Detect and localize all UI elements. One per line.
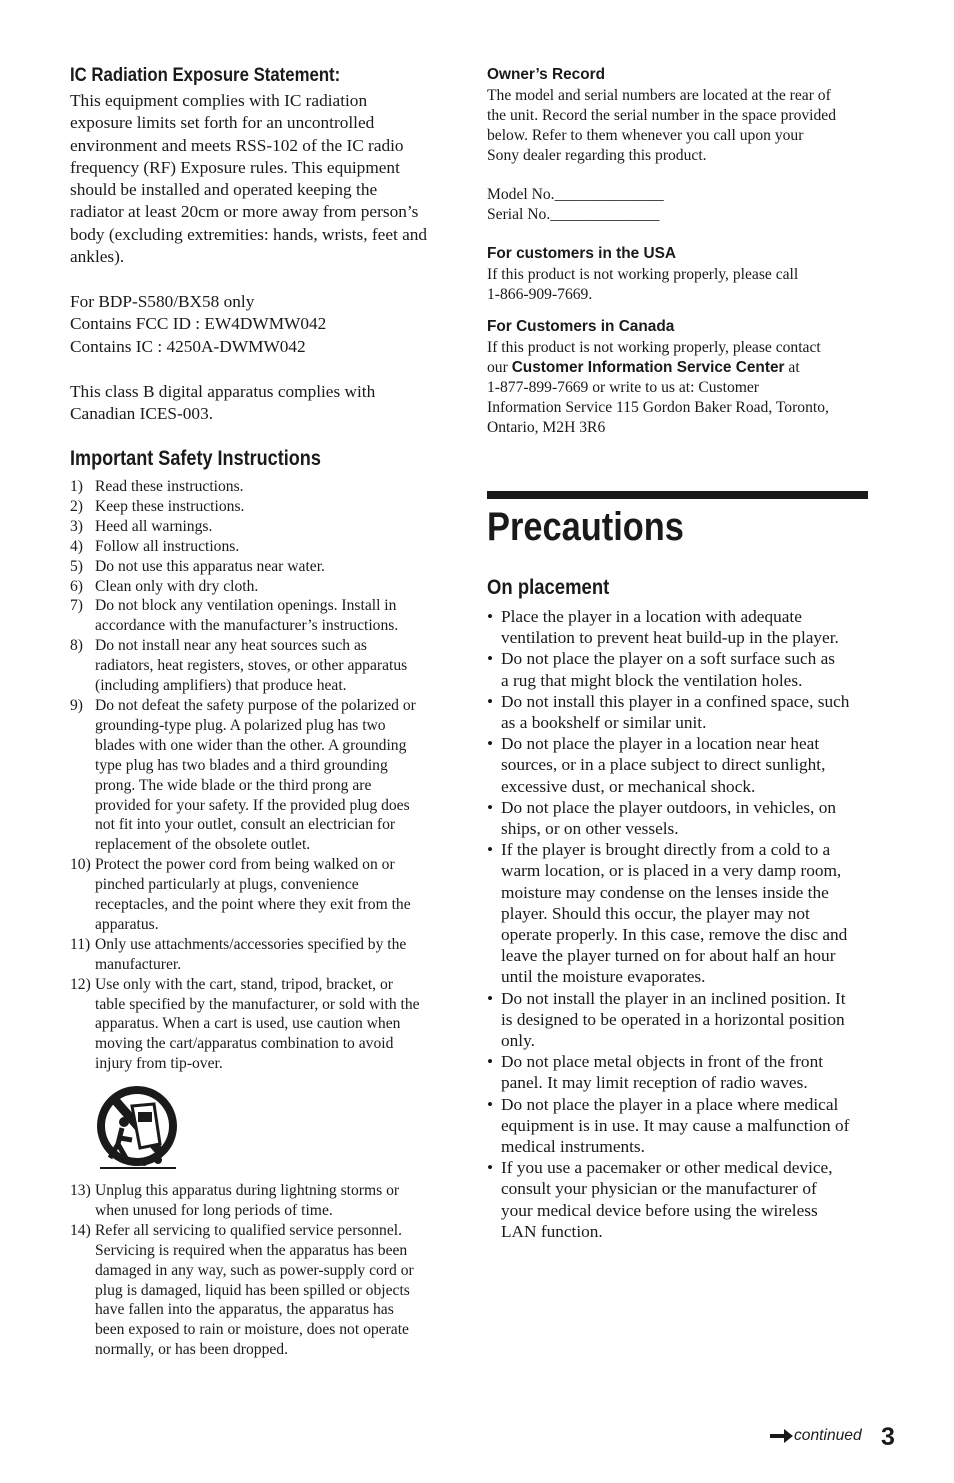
bullet-icon: • (487, 1094, 494, 1114)
list-item-line: have fallen into the apparatus, the apparatus has (95, 1301, 394, 1319)
fcc-line: Contains FCC ID : EW4DWMW042 (70, 314, 327, 334)
cart-warning-icon (94, 1082, 184, 1174)
list-item-line: Read these instructions. (95, 478, 244, 495)
list-item-line: Unplug this apparatus during lightning storms or (95, 1182, 400, 1199)
ic-line: ankles). (70, 247, 125, 267)
list-item (70, 537, 450, 557)
bullet-icon: • (487, 1052, 494, 1072)
list-item-line: provided for your safety. If the provided plug does (95, 796, 410, 814)
canada-address-line: Ontario, M2H 3R6 (487, 418, 606, 436)
list-item-line: Refer all servicing to qualified service personnel. (95, 1221, 402, 1239)
owners-record-heading: Owner’s Record (487, 66, 606, 83)
section-rule (487, 491, 868, 499)
list-item-number: 8) (70, 637, 83, 655)
ic-line: This equipment complies with IC radiation (70, 91, 368, 110)
list-item (70, 1181, 450, 1221)
canada-address-line: 1-877-899-7669 or write to us at: Customer (487, 378, 759, 396)
list-item-line: moisture may condense on the lenses inside the (501, 882, 829, 902)
list-item-line: plug is damaged, liquid has been spilled or objects (95, 1281, 410, 1299)
usa-text (487, 265, 877, 305)
list-item-line: warm location, or is placed in a very damp room, (501, 861, 842, 881)
safety-heading: Important Safety Instructions (70, 447, 321, 470)
list-item (487, 648, 869, 690)
list-item-line: injury from tip-over. (95, 1055, 223, 1073)
list-item-line: type plug has two blades and a third grounding (95, 756, 388, 774)
canada-text (487, 338, 877, 438)
list-item-line: as a bookshelf or similar unit. (501, 713, 707, 733)
list-item-line: panel. It may limit reception of radio waves. (501, 1073, 808, 1093)
list-item-line: apparatus. When a cart is used, use caution when (95, 1015, 401, 1033)
list-item (70, 696, 450, 855)
list-item-line: Do not block any ventilation openings. Install in (95, 597, 397, 615)
list-item-number: 1) (70, 478, 83, 495)
list-item-line: Servicing is required when the apparatus has been (95, 1241, 408, 1259)
owners-line: Sony dealer regarding this product. (487, 146, 707, 164)
continued-label: continued (794, 1427, 862, 1444)
bullet-icon: • (487, 734, 494, 754)
model-no-line: Model No.______________ (487, 186, 664, 203)
list-item-line: blades with one wider than the other. A grounding (95, 736, 407, 754)
list-item-line: apparatus. (95, 915, 159, 933)
list-item-line: equipment is in use. It may cause a malfunction of (501, 1115, 850, 1135)
page-number: 3 (881, 1423, 895, 1451)
list-item (70, 935, 450, 975)
list-item-line: leave the player turned on for about half an hour (501, 946, 836, 966)
list-item-line: Do not place the player outdoors, in vehicles, on (501, 797, 836, 817)
owners-line: The model and serial numbers are located at the rear of (487, 87, 831, 104)
page-footer (770, 1423, 900, 1456)
ic-heading: IC Radiation Exposure Statement: (70, 64, 341, 86)
list-item-line: Do not install this player in a confined space, such (501, 691, 850, 711)
list-item-number: 5) (70, 557, 83, 575)
ic-statement (70, 90, 460, 268)
list-item-line: moving the cart/apparatus combination to avoid (95, 1035, 394, 1053)
list-item-line: accordance with the manufacturer’s instructions. (95, 617, 399, 635)
canada-address (487, 378, 877, 438)
list-item-line: Use only with the cart, stand, tripod, bracket, or (95, 975, 393, 993)
usa-heading: For customers in the USA (487, 245, 676, 262)
bullet-icon: • (487, 649, 494, 669)
list-item-line: Keep these instructions. (95, 497, 245, 515)
list-item-line: Do not defeat the safety purpose of the polarized or (95, 696, 416, 714)
list-item (487, 733, 869, 797)
list-item-number: 3) (70, 517, 83, 535)
ices-line: This class B digital apparatus complies with (70, 382, 376, 401)
list-item-line: operate properly. In this case, remove the disc and (501, 925, 848, 945)
list-item-line: prong. The wide blade or the third prong are (95, 776, 372, 794)
canada-line-2: our Customer Information Service Center at (487, 358, 800, 376)
list-item (487, 1051, 869, 1093)
list-item-line: Follow all instructions. (95, 537, 240, 555)
list-item (70, 855, 450, 935)
list-item-line: only. (501, 1031, 535, 1051)
canada-address-line: Information Service 115 Gordon Baker Road, Toronto, (487, 398, 829, 416)
list-item-line: replacement of the obsolete outlet. (95, 836, 311, 854)
list-item-line: receptacles, and the point where they exit from the (95, 896, 411, 914)
list-item-line: until the moisture evaporates. (501, 967, 706, 987)
list-item (487, 797, 869, 839)
list-item-line: damaged in any way, such as power-supply cord or (95, 1261, 414, 1279)
list-item-line: Do not place the player on a soft surface such as (501, 649, 835, 669)
list-item (487, 691, 869, 733)
list-item (70, 477, 450, 497)
list-item-line: Do not place the player in a location near heat (501, 734, 820, 754)
list-item-line: radiators, heat registers, stoves, or other apparatus (95, 657, 408, 675)
list-item-number: 9) (70, 696, 83, 714)
list-item-line: not fit into your outlet, consult an electrician for (95, 816, 396, 834)
list-item-line: Do not use this apparatus near water. (95, 557, 325, 575)
usa-line: If this product is not working properly, please call (487, 266, 799, 283)
list-item (487, 606, 869, 648)
safety-list-continued (70, 1181, 450, 1360)
list-item (70, 517, 450, 537)
arrow-right-icon (770, 1428, 794, 1449)
list-item-line: Clean only with dry cloth. (95, 577, 259, 595)
list-item-number: 2) (70, 497, 83, 515)
list-item-number: 6) (70, 577, 83, 595)
placement-list (487, 606, 869, 1242)
list-item (70, 577, 450, 597)
list-item-number: 14) (70, 1221, 91, 1239)
ic-line: frequency (RF) Exposure rules. This equipment (70, 157, 400, 177)
list-item-line: Only use attachments/accessories specified by the (95, 935, 407, 953)
serial-no-line: Serial No.______________ (487, 206, 660, 223)
list-item-number: 10) (70, 856, 91, 874)
list-item-line: excessive dust, or mechanical shock. (501, 776, 756, 796)
list-item-number: 11) (70, 935, 91, 953)
bullet-icon: • (487, 840, 494, 860)
ices-statement (70, 381, 460, 426)
list-item-line: manufacturer. (95, 955, 182, 973)
list-item-number: 7) (70, 597, 83, 615)
fcc-line: Contains IC : 4250A-DWMW042 (70, 336, 306, 356)
ic-line: should be installed and operated keeping the (70, 180, 378, 200)
usa-line: 1-866-909-7669. (487, 285, 593, 303)
list-item-line: player. Should this occur, the player may not (501, 903, 810, 923)
ic-line: environment and meets RSS-102 of the IC radio (70, 135, 404, 155)
list-item-line: medical instruments. (501, 1137, 645, 1157)
page-title: Precautions (487, 505, 684, 549)
ic-line: body (excluding extremities: hands, wrists, feet and (70, 224, 428, 244)
list-item (70, 636, 450, 696)
list-item (70, 557, 450, 577)
safety-list (70, 477, 450, 1074)
list-item-line: Heed all warnings. (95, 517, 213, 535)
list-item-number: 13) (70, 1182, 91, 1199)
list-item-number: 12) (70, 975, 91, 993)
list-item-line: been exposed to rain or moisture, does not operate (95, 1321, 409, 1339)
list-item (70, 497, 450, 517)
list-item-number: 4) (70, 537, 83, 555)
customer-info-center: Customer Information Service Center (511, 358, 785, 376)
list-item-line: when unused for long periods of time. (95, 1201, 333, 1219)
bullet-icon: • (487, 607, 494, 626)
list-item-line: is designed to be operated in a horizontal position (501, 1009, 845, 1029)
list-item-line: normally, or has been dropped. (95, 1341, 288, 1359)
ices-line: Canadian ICES-003. (70, 404, 214, 424)
owners-line: below. Refer to them whenever you call upon your (487, 126, 804, 144)
fcc-line: For BDP-S580/BX58 only (70, 292, 255, 311)
list-item-line: grounding-type plug. A polarized plug has two (95, 716, 386, 734)
list-item-line: consult your physician or the manufacturer of (501, 1179, 817, 1199)
list-item-line: LAN function. (501, 1221, 603, 1241)
fcc-statement (70, 291, 460, 358)
list-item (487, 1157, 869, 1242)
list-item-line: If the player is brought directly from a cold to a (501, 840, 831, 860)
owners-record-text (487, 86, 877, 166)
list-item-line: ships, or on other vessels. (501, 819, 679, 839)
list-item (70, 1221, 450, 1360)
list-item (70, 596, 450, 636)
list-item (70, 975, 450, 1075)
placement-heading: On placement (487, 575, 610, 599)
bullet-icon: • (487, 1158, 494, 1178)
list-item (487, 1094, 869, 1158)
list-item-line: your medical device before using the wireless (501, 1200, 818, 1220)
list-item-line: sources, or in a place subject to direct sunlight, (501, 755, 826, 775)
list-item-line: ventilation to prevent heat build-up in the player. (501, 628, 839, 648)
list-item-line: Do not place the player in a place where medical (501, 1094, 839, 1114)
list-item-line: a rug that might block the ventilation holes. (501, 670, 803, 690)
canada-line-1: If this product is not working properly, please contact (487, 339, 821, 356)
list-item (487, 839, 869, 987)
list-item-line: If you use a pacemaker or other medical device, (501, 1158, 833, 1178)
list-item-line: Protect the power cord from being walked on or (95, 856, 395, 874)
bullet-icon: • (487, 797, 494, 817)
list-item (487, 988, 869, 1052)
list-item-line: table specified by the manufacturer, or sold with the (95, 995, 420, 1013)
bullet-icon: • (487, 988, 494, 1008)
list-item-line: Do not place metal objects in front of the front (501, 1052, 824, 1072)
list-item-line: Place the player in a location with adequate (501, 607, 802, 626)
ic-line: radiator at least 20cm or more away from person’s (70, 202, 419, 222)
owners-line: the unit. Record the serial number in the space provided (487, 106, 837, 124)
canada-heading: For Customers in Canada (487, 318, 675, 335)
list-item-line: pinched particularly at plugs, convenience (95, 876, 359, 894)
bullet-icon: • (487, 691, 494, 711)
list-item-line: (including amplifiers) that produce heat. (95, 677, 347, 695)
ic-line: exposure limits set forth for an uncontrolled (70, 113, 375, 133)
list-item-line: Do not install the player in an inclined position. It (501, 988, 846, 1008)
list-item-line: Do not install near any heat sources such as (95, 637, 367, 655)
